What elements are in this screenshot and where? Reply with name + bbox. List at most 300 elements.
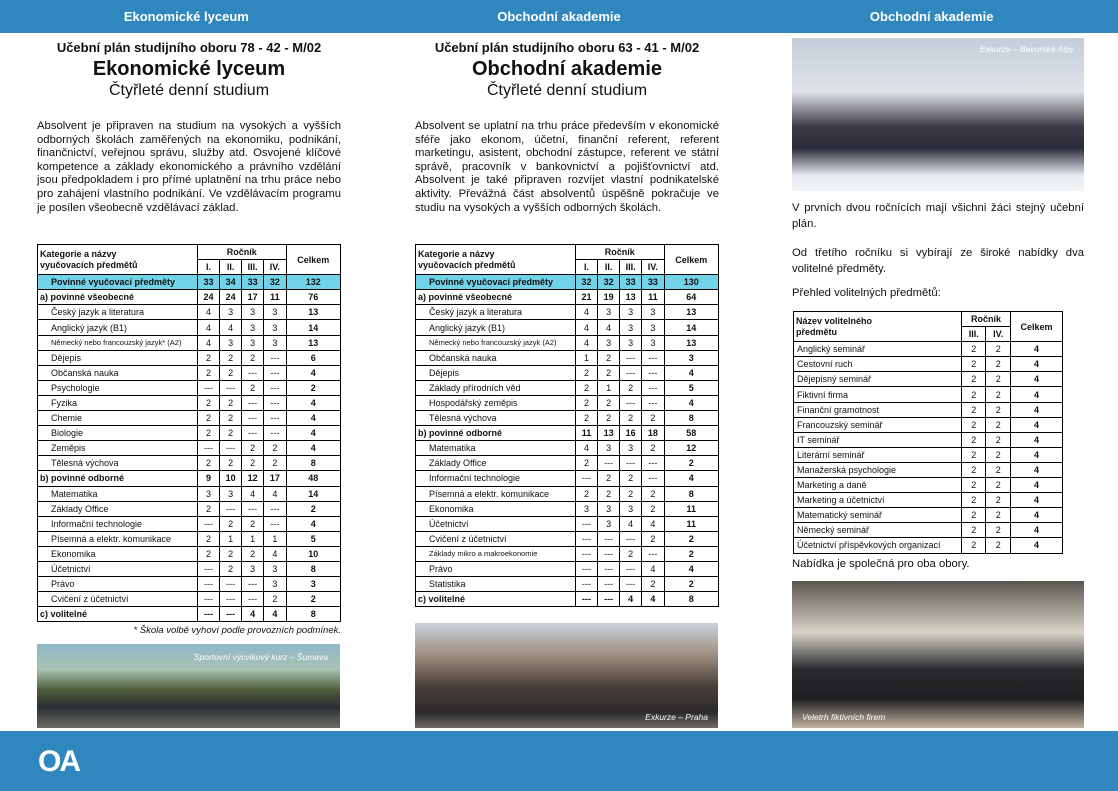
subject-hours: 2 (220, 395, 242, 410)
intro-text: Absolvent se uplatní na trhu práce především v ekonomické sféře jako ekonom, účetní, finanční referent, referent marketingu, asistent, obchodní zástupce, referent ve státní správě, pracovník v bankovnictví a pojišťovnictví atd. Absolvent je také připraven rozvíjet vlastní podnikatelské aktivity. Převážná část absolventů úspěšně pokračuje ve studiu na vysokých a vyšších odborných školách. (415, 120, 719, 214)
subject-hours: --- (220, 607, 242, 622)
subject-name: Český jazyk a literatura (38, 305, 198, 320)
subject-hours: 2 (198, 411, 220, 426)
subject-hours: 2 (576, 365, 598, 380)
subject-hours: 2 (220, 426, 242, 441)
study-type: Čtyřleté denní studium (108, 82, 270, 99)
header-name: Název volitelného předmětu (794, 312, 962, 342)
subject-hours: 2 (198, 395, 220, 410)
subject-hours: 2 (598, 365, 620, 380)
subject-total: 4 (664, 395, 718, 410)
subject-hours: 4 (576, 305, 598, 320)
subject-hours: 2 (642, 411, 664, 426)
subject-hours: 3 (220, 335, 242, 350)
subject-hours: 2 (198, 531, 220, 546)
subject-name: Chemie (38, 411, 198, 426)
subject-hours: --- (642, 365, 664, 380)
elective-hours: 2 (962, 538, 986, 553)
table-row (38, 305, 341, 320)
table-row (416, 471, 719, 486)
elective-total: 4 (1011, 447, 1063, 462)
subject-name: Povinné vyučovací předměty (38, 275, 198, 290)
subject-hours: 4 (220, 320, 242, 335)
subject-hours: --- (598, 577, 620, 592)
table-row (38, 501, 341, 516)
subject-name: Účetnictví (416, 516, 576, 531)
subject-total: 4 (286, 441, 340, 456)
subject-name: Tělesná výchova (416, 411, 576, 426)
subject-total: 8 (286, 561, 340, 576)
subject-total: 4 (664, 365, 718, 380)
elective-hours: 2 (962, 432, 986, 447)
subject-hours: 2 (220, 561, 242, 576)
subject-hours: --- (242, 501, 264, 516)
subject-hours: 2 (598, 411, 620, 426)
subject-name: Fyzika (38, 395, 198, 410)
subject-hours: --- (598, 592, 620, 607)
subject-hours: 3 (642, 335, 664, 350)
subject-total: 4 (664, 561, 718, 576)
subject-name: Základy přírodních věd (416, 380, 576, 395)
table-row (416, 441, 719, 456)
table-row (38, 531, 341, 546)
subject-hours: --- (642, 395, 664, 410)
subject-hours: --- (264, 411, 286, 426)
subject-hours: 33 (198, 275, 220, 290)
subject-hours: --- (198, 561, 220, 576)
subject-hours: 1 (576, 350, 598, 365)
subject-hours: 3 (598, 305, 620, 320)
subject-total: 14 (664, 320, 718, 335)
elective-total: 4 (1011, 432, 1063, 447)
elective-hours: 2 (986, 523, 1011, 538)
subject-hours: 2 (198, 365, 220, 380)
plan-title: Učební plán studijního oboru 78 - 42 - M/02 (56, 40, 322, 55)
subject-name: b) povinné odborné (416, 426, 576, 441)
subject-hours: 3 (264, 320, 286, 335)
subject-hours: --- (198, 441, 220, 456)
elective-hours: 2 (962, 402, 986, 417)
subject-hours: --- (620, 350, 642, 365)
elective-total: 4 (1011, 493, 1063, 508)
subject-hours: --- (220, 441, 242, 456)
subject-hours: --- (220, 592, 242, 607)
header-category: Kategorie a názvy vyučovacích předmětů (38, 245, 198, 275)
subject-hours: --- (242, 365, 264, 380)
header-year-4: IV. (986, 327, 1011, 342)
subject-total: 130 (664, 275, 718, 290)
subject-hours: --- (642, 380, 664, 395)
table-row (416, 395, 719, 410)
subject-hours: 32 (598, 275, 620, 290)
table-row (38, 411, 341, 426)
subject-name: Povinné vyučovací předměty (416, 275, 576, 290)
table-row (794, 372, 1063, 387)
subject-total: 3 (664, 350, 718, 365)
subject-hours: 2 (242, 350, 264, 365)
subject-hours: 4 (264, 607, 286, 622)
subject-hours: 34 (220, 275, 242, 290)
subject-hours: --- (598, 561, 620, 576)
table-row (794, 447, 1063, 462)
subject-hours: 2 (642, 486, 664, 501)
subject-hours: 11 (576, 426, 598, 441)
subject-hours: 2 (576, 456, 598, 471)
elective-hours: 2 (986, 493, 1011, 508)
header-year-3: III. (242, 260, 264, 275)
paragraph-2: Od třetího ročníku si vybírají ze široké nabídky dva volitelné předměty. (792, 247, 1084, 275)
elective-hours: 2 (962, 387, 986, 402)
subject-hours: 2 (598, 350, 620, 365)
subject-name: Matematika (38, 486, 198, 501)
subject-hours: 2 (620, 380, 642, 395)
header-bar (0, 0, 1118, 33)
school-logo: OA (38, 745, 79, 778)
elective-hours: 2 (962, 508, 986, 523)
elective-hours: 2 (962, 523, 986, 538)
subject-name: Tělesná výchova (38, 456, 198, 471)
elective-total: 4 (1011, 342, 1063, 357)
subject-hours: 1 (242, 531, 264, 546)
subject-hours: 2 (242, 546, 264, 561)
intro-text: Absolvent je připraven na studium na vysokých a vyšších odborných školách zaměřených na ekonomiku, podnikání, finančnictví, veřejnou správu, služby atd. Osvojené klíčové kompetence a základy ekonomického a právního vzdělání jsou předpokladem i pro přímé uplatnění na trhu práce nebo pro zahájení vlastního podnikání. Ve vzdělávacím programu je posílen všeobecně vzdělávací základ. (37, 120, 341, 214)
header-category: Kategorie a názvy vyučovacích předmětů (416, 245, 576, 275)
subject-hours: --- (576, 592, 598, 607)
subject-total: 48 (286, 471, 340, 486)
subject-hours: 3 (620, 501, 642, 516)
subject-hours: 3 (242, 305, 264, 320)
elective-total: 4 (1011, 523, 1063, 538)
header-title-3: Obchodní akademie (869, 9, 994, 24)
photo-caption: Exkurze – Praha (645, 712, 708, 722)
subject-total: 64 (664, 290, 718, 305)
table-row (38, 456, 341, 471)
subject-name: c) volitelné (416, 592, 576, 607)
subject-total: 4 (286, 516, 340, 531)
photo-veletrh (792, 581, 1084, 728)
header-total: Celkem (286, 245, 340, 275)
subject-name: Občanská nauka (38, 365, 198, 380)
subject-hours: --- (598, 456, 620, 471)
curriculum-table (415, 244, 719, 607)
subject-name: Statistika (416, 577, 576, 592)
elective-hours: 2 (986, 342, 1011, 357)
elective-total: 4 (1011, 417, 1063, 432)
subject-hours: --- (264, 395, 286, 410)
elective-total: 4 (1011, 402, 1063, 417)
header-title-1: Ekonomické lyceum (123, 9, 249, 24)
subject-total: 2 (664, 577, 718, 592)
subject-hours: 4 (576, 441, 598, 456)
table-row (38, 607, 341, 622)
footer-bar (0, 731, 1118, 791)
table-row (416, 577, 719, 592)
table-row (416, 335, 719, 350)
subject-hours: --- (198, 607, 220, 622)
subject-name: Základy Office (38, 501, 198, 516)
table-row (794, 342, 1063, 357)
subject-hours: 4 (242, 607, 264, 622)
subject-name: Písemná a elektr. komunikace (38, 531, 198, 546)
subject-hours: 3 (264, 577, 286, 592)
subject-hours: 2 (198, 546, 220, 561)
subject-hours: 2 (642, 577, 664, 592)
subject-hours: 2 (242, 516, 264, 531)
table-row (794, 478, 1063, 493)
subject-hours: 33 (242, 275, 264, 290)
subject-total: 14 (286, 486, 340, 501)
subject-total: 2 (664, 546, 718, 561)
footnote: * Škola volbě vyhoví podle provozních podmínek. (133, 625, 341, 637)
subject-name: Německý nebo francouzský jazyk* (A2) (38, 335, 198, 350)
table-row (38, 320, 341, 335)
subject-total: 132 (286, 275, 340, 290)
subject-hours: 2 (198, 456, 220, 471)
subject-hours: 2 (576, 486, 598, 501)
subject-name: Cvičení z účetnictví (416, 531, 576, 546)
subject-hours: 3 (242, 335, 264, 350)
table-row (416, 350, 719, 365)
subject-name: Občanská nauka (416, 350, 576, 365)
paragraph-4: Nabídka je společná pro oba obory. (792, 558, 970, 570)
header-year-3: III. (962, 327, 986, 342)
table-row (794, 417, 1063, 432)
subject-hours: 12 (242, 471, 264, 486)
subject-hours: 2 (220, 516, 242, 531)
elective-name: Dějepisný seminář (794, 372, 962, 387)
subject-name: Cvičení z účetnictví (38, 592, 198, 607)
subject-hours: 3 (642, 305, 664, 320)
table-row (794, 402, 1063, 417)
elective-hours: 2 (962, 478, 986, 493)
subject-hours: --- (598, 546, 620, 561)
table-row (416, 516, 719, 531)
table-row (416, 290, 719, 305)
subject-hours: 2 (642, 531, 664, 546)
subject-hours: 2 (198, 426, 220, 441)
elective-hours: 2 (986, 462, 1011, 477)
table-row (794, 493, 1063, 508)
subject-total: 11 (664, 501, 718, 516)
table-row (38, 290, 341, 305)
subject-hours: 11 (264, 290, 286, 305)
subject-hours: 3 (642, 320, 664, 335)
subject-hours: --- (220, 577, 242, 592)
subject-total: 4 (664, 471, 718, 486)
header-year-2: II. (598, 260, 620, 275)
subject-hours: 24 (220, 290, 242, 305)
photo-caption: Exkurze – Bavorské Alpy (979, 44, 1074, 54)
subject-hours: --- (198, 592, 220, 607)
column-ekonomicke-lyceum (37, 38, 341, 636)
subject-hours: 4 (598, 320, 620, 335)
elective-name: Marketing a daně (794, 478, 962, 493)
table-row (416, 426, 719, 441)
subject-name: Zeměpis (38, 441, 198, 456)
subject-hours: 18 (642, 426, 664, 441)
plan-title: Učební plán studijního oboru 63 - 41 - M/02 (434, 40, 700, 55)
elective-name: Francouzský seminář (794, 417, 962, 432)
header-year-1: I. (198, 260, 220, 275)
table-row (416, 320, 719, 335)
table-row (38, 365, 341, 380)
subject-hours: 3 (220, 305, 242, 320)
subject-hours: 3 (620, 320, 642, 335)
subject-name: Ekonomika (416, 501, 576, 516)
table-row (38, 471, 341, 486)
subject-name: Základy mikro a makroekonomie (416, 546, 576, 561)
elective-total: 4 (1011, 462, 1063, 477)
subject-hours: --- (576, 577, 598, 592)
table-row (794, 432, 1063, 447)
elective-name: Finanční gramotnost (794, 402, 962, 417)
elective-hours: 2 (962, 372, 986, 387)
header-rocnik: Ročník (198, 245, 287, 260)
subject-name: Anglický jazyk (B1) (38, 320, 198, 335)
subject-hours: 2 (598, 471, 620, 486)
subject-hours: 2 (598, 486, 620, 501)
subject-total: 4 (286, 395, 340, 410)
subject-hours: 2 (620, 486, 642, 501)
subject-total: 14 (286, 320, 340, 335)
subject-name: Dějepis (416, 365, 576, 380)
elective-name: Fiktivní firma (794, 387, 962, 402)
elective-hours: 2 (962, 342, 986, 357)
subject-total: 4 (286, 365, 340, 380)
subject-hours: 4 (620, 516, 642, 531)
subject-hours: --- (264, 350, 286, 365)
elective-name: Matematický seminář (794, 508, 962, 523)
subject-total: 8 (664, 592, 718, 607)
table-row (38, 395, 341, 410)
subject-hours: 11 (642, 290, 664, 305)
table-row (416, 561, 719, 576)
subject-hours: 3 (242, 320, 264, 335)
subject-hours: 2 (620, 411, 642, 426)
subject-name: a) povinné všeobecné (38, 290, 198, 305)
elective-hours: 2 (986, 387, 1011, 402)
subject-total: 4 (286, 411, 340, 426)
subject-hours: --- (620, 395, 642, 410)
subject-name: b) povinné odborné (38, 471, 198, 486)
elective-total: 4 (1011, 478, 1063, 493)
elective-hours: 2 (986, 478, 1011, 493)
curriculum-table (37, 244, 341, 622)
subject-hours: 3 (620, 441, 642, 456)
subject-hours: 4 (642, 561, 664, 576)
column-obchodni-akademie (415, 38, 719, 607)
elective-hours: 2 (986, 417, 1011, 432)
photo-sumava (37, 644, 340, 728)
subject-hours: --- (576, 516, 598, 531)
subject-name: Anglický jazyk (B1) (416, 320, 576, 335)
subject-hours: 2 (598, 395, 620, 410)
elective-name: Marketing a účetnictví (794, 493, 962, 508)
subject-hours: 21 (576, 290, 598, 305)
study-type: Čtyřleté denní studium (486, 82, 648, 99)
subject-hours: 2 (220, 456, 242, 471)
subject-total: 10 (286, 546, 340, 561)
subject-hours: 4 (642, 516, 664, 531)
subject-name: Ekonomika (38, 546, 198, 561)
header-year-4: IV. (264, 260, 286, 275)
table-row (794, 357, 1063, 372)
school-title: Obchodní akademie (471, 58, 663, 80)
subject-hours: 4 (242, 486, 264, 501)
elective-total: 4 (1011, 357, 1063, 372)
subject-hours: --- (242, 395, 264, 410)
subject-hours: 17 (264, 471, 286, 486)
paragraph-3: Přehled volitelných předmětů: (792, 287, 941, 299)
elective-total: 4 (1011, 372, 1063, 387)
subject-hours: 3 (220, 486, 242, 501)
subject-hours: 1 (598, 380, 620, 395)
school-title: Ekonomické lyceum (92, 58, 286, 80)
table-row (416, 365, 719, 380)
elective-table (793, 311, 1063, 554)
table-row (38, 426, 341, 441)
subject-hours: 4 (576, 320, 598, 335)
elective-table-wrap (793, 311, 1063, 554)
subject-name: Právo (416, 561, 576, 576)
subject-hours: 9 (198, 471, 220, 486)
table-row (38, 350, 341, 365)
subject-hours: --- (642, 471, 664, 486)
subject-hours: 2 (620, 546, 642, 561)
elective-total: 4 (1011, 508, 1063, 523)
subject-hours: --- (198, 577, 220, 592)
table-row (416, 501, 719, 516)
subject-hours: 13 (620, 290, 642, 305)
elective-name: Účetnictví příspěvkových organizací (794, 538, 962, 553)
subject-total: 13 (286, 335, 340, 350)
subject-hours: 4 (198, 335, 220, 350)
subject-hours: 1 (220, 531, 242, 546)
subject-hours: --- (264, 380, 286, 395)
header-total: Celkem (1011, 312, 1063, 342)
subject-total: 13 (664, 335, 718, 350)
subject-hours: 2 (242, 441, 264, 456)
subject-name: Dějepis (38, 350, 198, 365)
subject-total: 6 (286, 350, 340, 365)
subject-hours: 16 (620, 426, 642, 441)
subject-hours: --- (576, 531, 598, 546)
subject-hours: 4 (620, 592, 642, 607)
photo-caption: Sportovní výcvikový kurz – Šumava (193, 652, 328, 662)
elective-total: 4 (1011, 538, 1063, 553)
subject-hours: 10 (220, 471, 242, 486)
table-row (38, 592, 341, 607)
subject-hours: 24 (198, 290, 220, 305)
subject-total: 11 (664, 516, 718, 531)
subject-hours: 2 (620, 471, 642, 486)
subject-total: 4 (286, 426, 340, 441)
subject-hours: --- (642, 546, 664, 561)
subject-hours: --- (620, 561, 642, 576)
subject-name: Německý nebo francouzský jazyk (A2) (416, 335, 576, 350)
header-year-3: III. (620, 260, 642, 275)
subject-hours: 32 (576, 275, 598, 290)
subject-hours: 3 (198, 486, 220, 501)
subject-name: Základy Office (416, 456, 576, 471)
elective-hours: 2 (962, 493, 986, 508)
subject-hours: --- (620, 456, 642, 471)
table-row (38, 486, 341, 501)
subject-hours: --- (598, 531, 620, 546)
subject-total: 13 (664, 305, 718, 320)
header-rocnik: Ročník (576, 245, 665, 260)
table-row (38, 380, 341, 395)
